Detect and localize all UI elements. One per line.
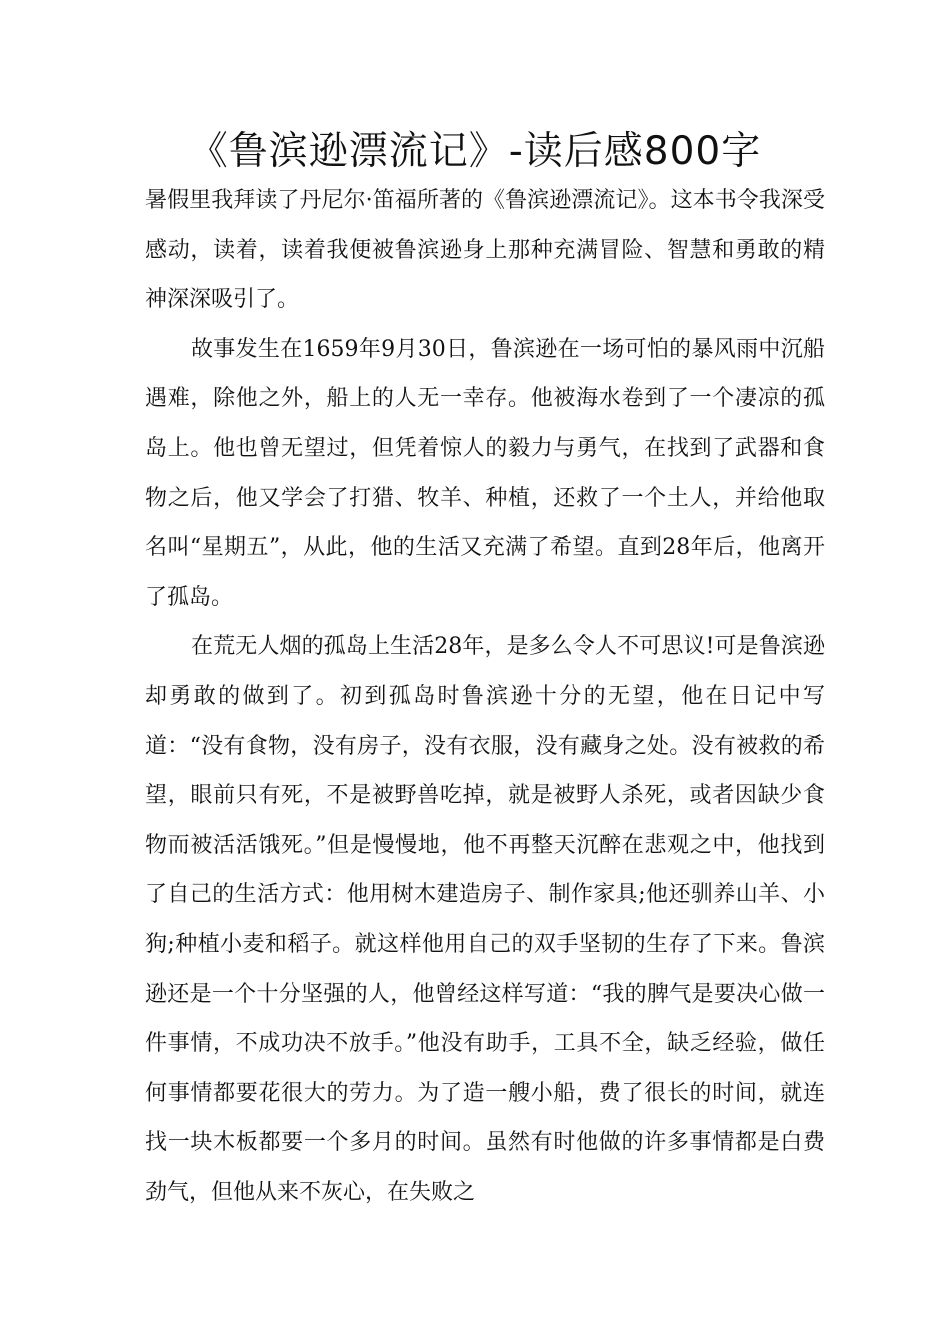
paragraph-intro: 暑假里我拜读了丹尼尔·笛福所著的《鲁滨逊漂流记》。这本书令我深受感动，读着，读着我便被鲁滨逊身上那种充满冒险、智慧和勇敢的精神深深吸引了。	[145, 188, 825, 313]
document-body	[145, 176, 825, 1217]
paragraph-story: 故事发生在1659年9月30日，鲁滨逊在一场可怕的暴风雨中沉船遇难，除他之外，船上的人无一幸存。他被海水卷到了一个凄凉的孤岛上。他也曾无望过，但凭着惊人的毅力与勇气，在找到了武器和食物之后，他又学会了打猎、牧羊、种植，还救了一个土人，并给他取名叫“星期五”，从此，他的生活又充满了希望。直到28年后，他离开了孤岛。	[145, 336, 825, 610]
document-title: 《鲁滨逊漂流记》-读后感800字	[188, 129, 762, 174]
paragraph-survival: 在荒无人烟的孤岛上生活28年，是多么令人不可思议!可是鲁滨逊却勇敢的做到了。初到孤岛时鲁滨逊十分的无望，他在日记中写道：“没有食物，没有房子，没有衣服，没有藏身之处。没有被救的希望，眼前只有死，不是被野兽吃掉，就是被野人杀死，或者因缺少食物而被活活饿死。”但是慢慢地，他不再整天沉醉在悲观之中，他找到了自己的生活方式：他用树木建造房子、制作家具;他还驯养山羊、小狗;种植小麦和稻子。就这样他用自己的双手坚韧的生存了下来。鲁滨逊还是一个十分坚强的人，他曾经这样写道：“我的脾气是要决心做一件事情，不成功决不放手。”他没有助手，工具不全，缺乏经验，做任何事情都要花很大的劳力。为了造一艘小船，费了很长的时间，就连找一块木板都要一个多月的时间。虽然有时他做的许多事情都是白费劲气，但他从来不灰心，在失败之	[145, 634, 825, 1205]
